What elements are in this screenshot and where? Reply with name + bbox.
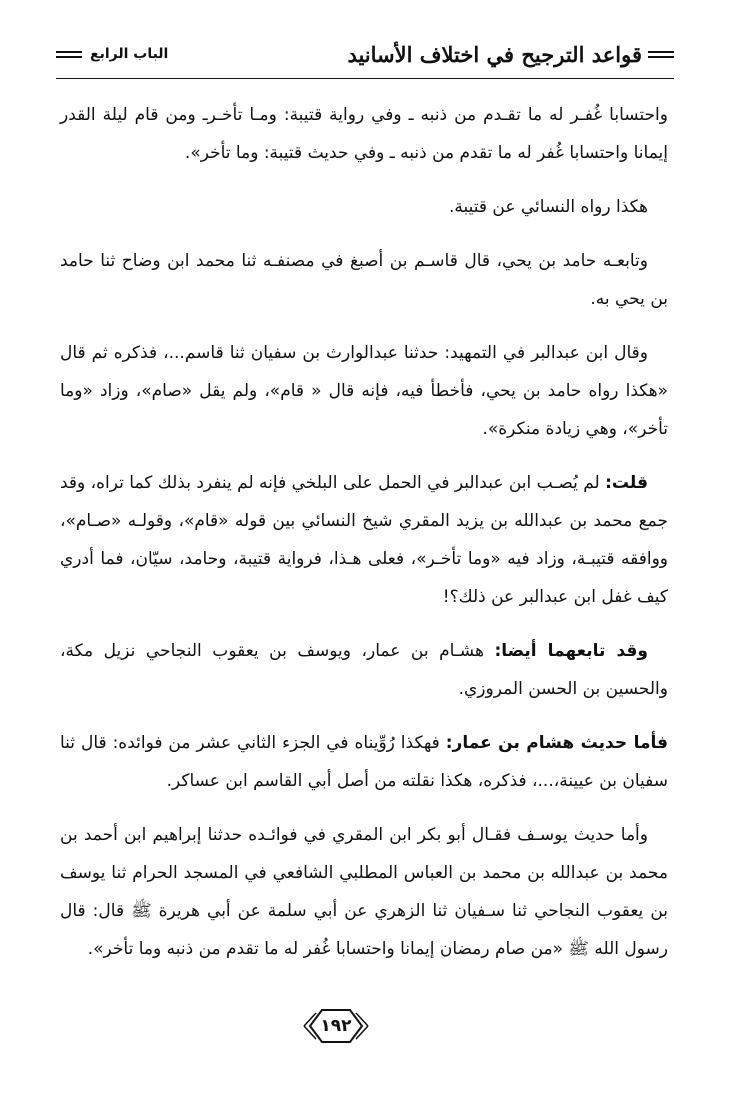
- paragraph-text: لم يُصـب ابن عبدالبر في الحمل على البلخي فإنه لم ينفرد بذلك كما تراه، وقد جمع محمد بن عبدالله بن يزيد المقري شيخ النسائي بين قوله «قام»، وقولـه «صـام»، ووافقه قتيبـة، وزاد فيه «وما تأخـر»، فعلى هـذا، فرواية قتيبة، وحامد، سيّان، فما أدري كيف غفل ابن عبدالبر عن ذلك؟!: [59, 473, 668, 607]
- paragraph-lead: قلت:: [605, 473, 648, 493]
- paragraph-1: [60, 96, 668, 172]
- paragraph-8: [60, 816, 668, 968]
- book-title-text: قواعد الترجيح في اختلاف الأسانيد: [347, 42, 642, 67]
- page-number-ornament: [300, 1004, 372, 1048]
- paragraph-2: [60, 188, 668, 226]
- paragraph-lead: فأما حديث هشام بن عمار:: [445, 733, 668, 753]
- paragraph-text: وأما حديث يوسـف فقـال أبو بكر ابن المقري في فوائـده حدثنا إبراهيم ابن أحمد بن محمد بن عبدالله بن محمد بن العباس المطلبي الشافعي في المسجد الحرام ثنا يوسف بن يعقوب النجاحي ثنا سـفيان ثنا الزهري عن أبي سلمة عن أبي هريرة ﷺ قال: قال رسول الله ﷺ «من صام رمضان إيمانا واحتسابا غُفر له ما تقدم من ذنبه وما تأخر».: [60, 825, 668, 959]
- running-header: [56, 42, 674, 74]
- main-text: [60, 96, 668, 984]
- book-title: [347, 42, 674, 67]
- paragraph-text: فهكذا رُوِّيناه في الجزء الثاني عشر من فوائده: قال ثنا سفيان بن عيينة،...، فذكره، هكذا نقلته من أصل أبي القاسم ابن عساكر.: [60, 733, 668, 791]
- paragraph-text: وقال ابن عبدالبر في التمهيد: حدثنا عبدالوارث بن سفيان ثنا قاسم...، فذكره ثم قال «هكذا رواه حامد بن يحي، فأخطأ فيه، فإنه قال « قام»، ولم يقل «صام»، وزاد «وما تأخر»، وهي زيادة منكرة».: [60, 343, 668, 439]
- paragraph-4: [60, 334, 668, 448]
- paragraph-text: وتابعـه حامد بن يحي، قال قاسـم بن أصبغ في مصنفـه ثنا محمد ابن وضاح ثنا حامد بن يحي به.: [60, 251, 668, 309]
- chapter-label: [56, 46, 168, 62]
- header-divider: [56, 78, 674, 79]
- page-number: ١٩٢: [320, 1016, 352, 1036]
- paragraph-5: [60, 464, 668, 616]
- paragraph-7: [60, 724, 668, 800]
- chapter-label-text: الباب الرابع: [90, 46, 169, 62]
- paragraph-3: [60, 242, 668, 318]
- title-ornament-rule: [648, 51, 674, 58]
- chapter-ornament-rule: [56, 51, 82, 58]
- paragraph-text: هشـام بن عمار، ويوسف بن يعقوب النجاحي نزيل مكة، والحسين بن الحسن المروزي.: [60, 641, 668, 699]
- paragraph-text: واحتسابا غُفـر له ما تقـدم من ذنبه ـ وفي رواية قتيبة: ومـا تأخـرـ ومن قام ليلة القدر إيمانا واحتسابا غُفر له ما تقدم من ذنبه ـ وفي حديث قتيبة: وما تأخر».: [60, 105, 668, 163]
- paragraph-6: [60, 632, 668, 708]
- paragraph-lead: وقد تابعهما أيضا:: [494, 641, 648, 661]
- paragraph-text: هكذا رواه النسائي عن قتيبة.: [448, 197, 648, 217]
